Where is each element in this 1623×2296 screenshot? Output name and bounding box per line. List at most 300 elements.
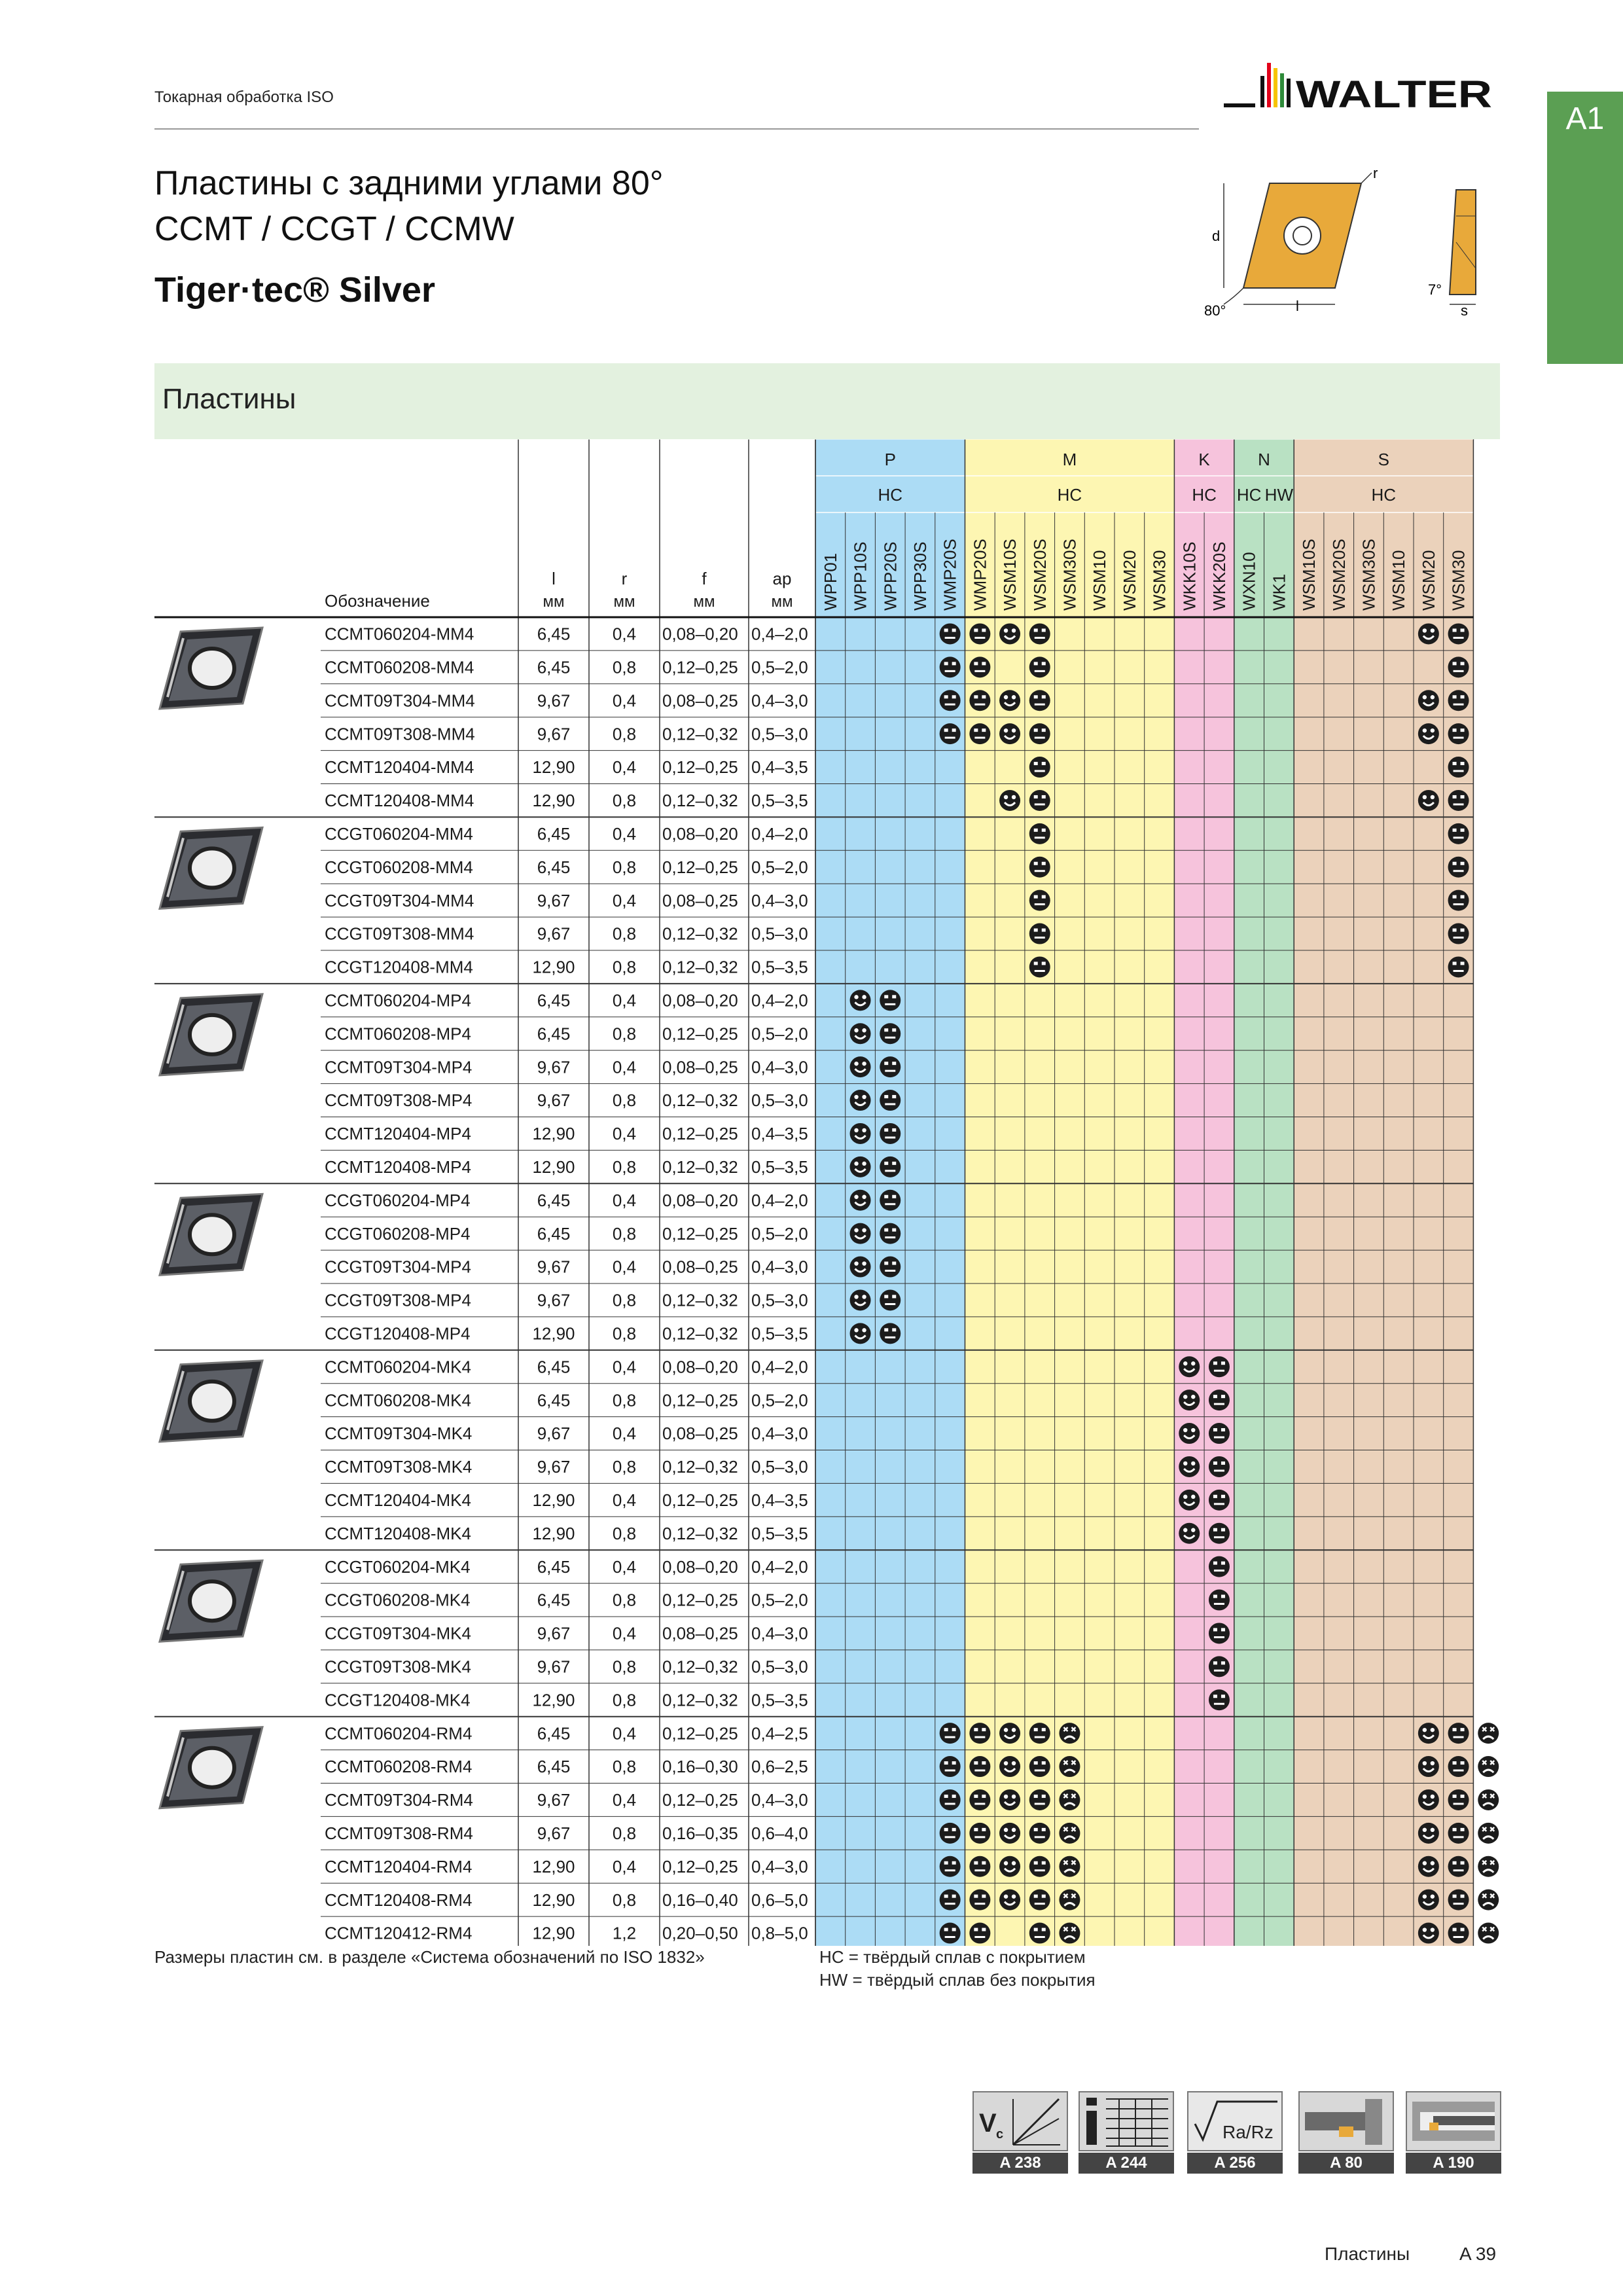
grade-label: WPP30S bbox=[910, 541, 930, 611]
coating-label: HC bbox=[1371, 485, 1397, 505]
dimension-cell: 0,8 bbox=[612, 1890, 637, 1910]
section-band-title: Пластины bbox=[162, 383, 296, 415]
depth-cell: 0,4–3,0 bbox=[751, 1057, 808, 1077]
neutral-face-symbol bbox=[969, 1789, 990, 1810]
material-group-label: P bbox=[884, 450, 896, 469]
eye bbox=[1221, 1361, 1225, 1365]
ref-label: A 256 bbox=[1187, 2153, 1283, 2174]
eye bbox=[1453, 829, 1457, 832]
neutral-face-symbol bbox=[1029, 1723, 1050, 1744]
depth-cell: 0,4–2,0 bbox=[751, 624, 808, 644]
happy-face-symbol bbox=[850, 1257, 871, 1278]
eye bbox=[1461, 862, 1465, 865]
ref-toolholder[interactable] bbox=[1298, 2091, 1394, 2174]
eye bbox=[1034, 1761, 1038, 1765]
dimension-unit: мм bbox=[543, 593, 565, 611]
neutral-face-symbol bbox=[1209, 1456, 1230, 1477]
feed-cell: 0,12–0,25 bbox=[662, 657, 738, 677]
depth-cell: 0,5–3,5 bbox=[751, 1523, 808, 1543]
legend-hc: HC = твёрдый сплав с покрытием bbox=[819, 1947, 1086, 1967]
eye bbox=[1453, 662, 1457, 665]
eye bbox=[1042, 662, 1046, 665]
eye bbox=[1221, 1495, 1225, 1498]
grade-label: WSM30 bbox=[1149, 550, 1169, 611]
eye bbox=[1042, 862, 1046, 865]
eye bbox=[982, 1895, 986, 1898]
eye bbox=[1034, 662, 1038, 665]
neutral-face-symbol bbox=[969, 656, 990, 677]
neutral-face-symbol bbox=[1448, 1856, 1469, 1877]
dimension-cell: 9,67 bbox=[537, 1457, 571, 1477]
eye bbox=[1461, 795, 1465, 798]
eye bbox=[1221, 1595, 1225, 1598]
designation-cell: CCGT09T308-MP4 bbox=[325, 1290, 471, 1310]
grade-label: WSM30S bbox=[1359, 539, 1379, 611]
ref-label: A 190 bbox=[1406, 2153, 1501, 2174]
eye bbox=[884, 1262, 888, 1265]
neutral-face-symbol bbox=[1448, 890, 1469, 911]
neutral-face-symbol bbox=[1029, 790, 1050, 811]
neutral-face-symbol bbox=[880, 1023, 901, 1044]
eye bbox=[862, 1261, 866, 1265]
neutral-face-symbol bbox=[1448, 1923, 1469, 1944]
depth-cell: 0,6–2,5 bbox=[751, 1757, 808, 1777]
eye bbox=[974, 1895, 978, 1898]
eye bbox=[952, 728, 956, 732]
feed-cell: 0,16–0,30 bbox=[662, 1757, 738, 1777]
feed-cell: 0,12–0,25 bbox=[662, 1856, 738, 1876]
happy-face-symbol bbox=[850, 1023, 871, 1044]
feed-cell: 0,08–0,25 bbox=[662, 1424, 738, 1444]
eye bbox=[1012, 628, 1016, 632]
dimension-label: f bbox=[702, 569, 707, 588]
eye bbox=[1461, 1761, 1465, 1765]
eye bbox=[892, 995, 896, 998]
designation-cell: CCMT060208-MM4 bbox=[325, 657, 474, 677]
eye bbox=[1221, 1428, 1225, 1431]
dimension-cell: 9,67 bbox=[537, 1424, 571, 1444]
eye bbox=[884, 1328, 888, 1331]
happy-face-symbol bbox=[1179, 1523, 1200, 1544]
eye bbox=[1004, 628, 1008, 632]
eye bbox=[1431, 1795, 1435, 1799]
eye bbox=[1221, 1562, 1225, 1565]
dimension-cell: 0,4 bbox=[612, 1790, 637, 1810]
dimension-cell: 0,4 bbox=[612, 1490, 637, 1511]
designation-cell: CCMT09T304-RM4 bbox=[325, 1790, 473, 1810]
feed-cell: 0,12–0,32 bbox=[662, 1290, 738, 1310]
eye bbox=[1034, 695, 1038, 698]
eye bbox=[1461, 895, 1465, 899]
neutral-face-symbol bbox=[1448, 857, 1469, 878]
feed-cell: 0,08–0,20 bbox=[662, 824, 738, 844]
eye bbox=[862, 1195, 866, 1199]
neutral-face-symbol bbox=[940, 690, 961, 711]
eye bbox=[1423, 1828, 1427, 1832]
neutral-face-symbol bbox=[1029, 690, 1050, 711]
designation-cell: CCGT060204-MK4 bbox=[325, 1556, 471, 1577]
eye bbox=[1183, 1462, 1187, 1465]
depth-cell: 0,4–3,5 bbox=[751, 757, 808, 778]
dimension-cell: 0,4 bbox=[612, 990, 637, 1011]
designation-cell: CCMT09T304-MM4 bbox=[325, 691, 475, 711]
neutral-face-symbol bbox=[940, 656, 961, 677]
eye bbox=[1042, 829, 1046, 832]
neutral-face-symbol bbox=[969, 1923, 990, 1944]
eye bbox=[1453, 728, 1457, 732]
designation-cell: CCGT09T304-MM4 bbox=[325, 890, 474, 910]
dimension-label: r bbox=[621, 569, 628, 588]
designation-cell: CCGT120408-MM4 bbox=[325, 957, 473, 977]
eye bbox=[862, 995, 866, 999]
eye bbox=[1213, 1661, 1217, 1664]
eye bbox=[854, 1095, 858, 1099]
designation-cell: CCGT060208-MM4 bbox=[325, 857, 473, 877]
eye bbox=[1034, 961, 1038, 965]
happy-face-symbol bbox=[999, 623, 1020, 644]
dimension-cell: 0,4 bbox=[612, 1424, 637, 1444]
eye bbox=[1461, 1728, 1465, 1731]
eye bbox=[1423, 695, 1427, 699]
eye bbox=[974, 1795, 978, 1798]
depth-cell: 0,5–2,0 bbox=[751, 657, 808, 677]
material-group-label: M bbox=[1062, 450, 1077, 469]
eye bbox=[1034, 929, 1038, 932]
product-line: Tiger·tec® Silver bbox=[154, 270, 435, 310]
eye bbox=[862, 1295, 866, 1299]
dimension-cell: 6,45 bbox=[537, 657, 571, 677]
feed-cell: 0,12–0,32 bbox=[662, 1323, 738, 1344]
grade-label: WMP20S bbox=[940, 539, 960, 611]
grade-label: WSM20S bbox=[1029, 539, 1050, 611]
designation-cell: CCMT060204-MK4 bbox=[325, 1357, 471, 1377]
dimension-cell: 0,4 bbox=[612, 1357, 637, 1377]
feed-cell: 0,12–0,32 bbox=[662, 1523, 738, 1543]
eye bbox=[1042, 1895, 1046, 1898]
eye bbox=[1431, 1894, 1435, 1898]
svg-text:c: c bbox=[996, 2127, 1004, 2142]
dimension-cell: 0,8 bbox=[612, 857, 637, 877]
eye bbox=[1034, 762, 1038, 765]
eye bbox=[1213, 1562, 1217, 1565]
dimension-cell: 0,8 bbox=[612, 1457, 637, 1477]
eye bbox=[1034, 795, 1038, 798]
eye bbox=[974, 1928, 978, 1931]
designation-cell: CCMT120412-RM4 bbox=[325, 1923, 473, 1943]
eye bbox=[1042, 1761, 1046, 1765]
header-divider bbox=[154, 128, 1199, 130]
dimension-cell: 12,90 bbox=[532, 1890, 575, 1910]
designation-cell: CCMT120404-MM4 bbox=[325, 757, 474, 778]
neutral-face-symbol bbox=[880, 1056, 901, 1077]
eye bbox=[1213, 1695, 1217, 1698]
dimension-cell: 9,67 bbox=[537, 1823, 571, 1844]
eye bbox=[854, 1028, 858, 1032]
surface-roughness-icon bbox=[1187, 2091, 1283, 2151]
dimension-cell: 0,8 bbox=[612, 724, 637, 744]
dimension-cell: 0,4 bbox=[612, 824, 637, 844]
neutral-face-symbol bbox=[1448, 823, 1469, 844]
eye bbox=[1461, 728, 1465, 732]
neutral-face-symbol bbox=[1448, 1890, 1469, 1910]
neutral-face-symbol bbox=[1448, 623, 1469, 644]
dimension-cell: 0,4 bbox=[612, 890, 637, 910]
eye bbox=[1453, 1828, 1457, 1831]
happy-face-symbol bbox=[850, 1157, 871, 1177]
happy-face-symbol bbox=[850, 1056, 871, 1077]
material-group-label: N bbox=[1258, 450, 1270, 469]
eye bbox=[1004, 1894, 1008, 1898]
dimension-cell: 0,4 bbox=[612, 624, 637, 644]
eye bbox=[854, 1062, 858, 1066]
neutral-face-symbol bbox=[940, 1723, 961, 1744]
grade-label: WSM10 bbox=[1090, 550, 1110, 611]
neutral-face-symbol bbox=[940, 623, 961, 644]
eye bbox=[1431, 628, 1435, 632]
ref-label: A 238 bbox=[972, 2153, 1068, 2174]
happy-face-symbol bbox=[999, 1856, 1020, 1877]
dimension-cell: 6,45 bbox=[537, 857, 571, 877]
happy-face-symbol bbox=[1418, 1756, 1439, 1777]
eye bbox=[862, 1328, 866, 1332]
neutral-face-symbol bbox=[940, 1789, 961, 1810]
eye bbox=[1453, 762, 1457, 765]
coating-label: HC bbox=[878, 485, 903, 505]
depth-cell: 0,4–2,0 bbox=[751, 824, 808, 844]
neutral-face-symbol bbox=[1029, 924, 1050, 944]
happy-face-symbol bbox=[850, 1190, 871, 1211]
coating-label: HC bbox=[1192, 485, 1217, 505]
designation-cell: CCMT120408-MK4 bbox=[325, 1523, 471, 1543]
eye bbox=[1004, 1795, 1008, 1799]
feed-cell: 0,12–0,25 bbox=[662, 1790, 738, 1810]
eye bbox=[1221, 1695, 1225, 1698]
eye bbox=[1012, 1828, 1016, 1832]
eye bbox=[944, 1928, 948, 1931]
happy-face-symbol bbox=[1418, 1789, 1439, 1810]
neutral-face-symbol bbox=[1448, 690, 1469, 711]
feed-cell: 0,12–0,25 bbox=[662, 1223, 738, 1244]
happy-face-symbol bbox=[850, 1223, 871, 1244]
eye bbox=[982, 1761, 986, 1765]
dimension-cell: 9,67 bbox=[537, 1257, 571, 1277]
happy-face-symbol bbox=[1418, 1856, 1439, 1877]
eye bbox=[952, 1928, 956, 1931]
eye bbox=[1431, 1761, 1435, 1765]
eye bbox=[944, 628, 948, 632]
dimension-cell: 0,8 bbox=[612, 1290, 637, 1310]
insert-drawing bbox=[1198, 164, 1512, 327]
ref-boring-bar[interactable] bbox=[1406, 2091, 1501, 2174]
eye bbox=[1042, 1795, 1046, 1798]
dimension-cell: 0,8 bbox=[612, 1157, 637, 1177]
neutral-face-symbol bbox=[1209, 1390, 1230, 1410]
dimension-cell: 0,8 bbox=[612, 657, 637, 677]
footnote-sizes: Размеры пластин см. в разделе «Система обозначений по ISO 1832» bbox=[154, 1947, 705, 1967]
eye bbox=[952, 662, 956, 665]
eye bbox=[1042, 895, 1046, 899]
happy-face-symbol bbox=[1179, 1423, 1200, 1444]
eye bbox=[974, 728, 978, 732]
eye bbox=[982, 1861, 986, 1865]
cross-face-symbol bbox=[1059, 1923, 1080, 1944]
neutral-face-symbol bbox=[1209, 1623, 1230, 1643]
ref-cutting-data[interactable] bbox=[972, 2091, 1068, 2174]
eye bbox=[1213, 1361, 1217, 1365]
designation-cell: CCMT09T304-MP4 bbox=[325, 1057, 473, 1077]
feed-cell: 0,16–0,40 bbox=[662, 1890, 738, 1910]
dimension-cell: 6,45 bbox=[537, 1390, 571, 1410]
depth-cell: 0,8–5,0 bbox=[751, 1923, 808, 1943]
eye bbox=[1034, 728, 1038, 732]
designation-cell: CCMT09T308-MM4 bbox=[325, 724, 475, 744]
feed-cell: 0,12–0,32 bbox=[662, 1690, 738, 1710]
ref-info-table[interactable] bbox=[1079, 2091, 1174, 2174]
ref-surface-roughness[interactable] bbox=[1187, 2091, 1283, 2174]
depth-cell: 0,4–3,0 bbox=[751, 1623, 808, 1643]
eye bbox=[1042, 1728, 1046, 1731]
eye bbox=[974, 1728, 978, 1731]
designation-cell: CCMT060208-RM4 bbox=[325, 1757, 473, 1777]
dimension-cell: 0,8 bbox=[612, 1757, 637, 1777]
eye bbox=[1191, 1361, 1195, 1365]
coating-label: HC bbox=[1057, 485, 1082, 505]
eye bbox=[982, 628, 986, 632]
dimension-cell: 0,8 bbox=[612, 1590, 637, 1610]
eye bbox=[1453, 1795, 1457, 1798]
neutral-face-symbol bbox=[1209, 1556, 1230, 1577]
cross-face-symbol bbox=[1059, 1789, 1080, 1810]
dimension-cell: 9,67 bbox=[537, 1090, 571, 1111]
dimension-cell: 12,90 bbox=[532, 1856, 575, 1876]
depth-cell: 0,5–3,0 bbox=[751, 1290, 808, 1310]
dimension-cell: 9,67 bbox=[537, 1057, 571, 1077]
dimension-cell: 12,90 bbox=[532, 1523, 575, 1543]
neutral-face-symbol bbox=[880, 1123, 901, 1144]
feed-cell: 0,08–0,25 bbox=[662, 1623, 738, 1643]
ref-label: A 244 bbox=[1079, 2153, 1174, 2174]
eye bbox=[862, 1228, 866, 1232]
depth-cell: 0,4–3,0 bbox=[751, 1257, 808, 1277]
eye bbox=[1004, 795, 1008, 799]
material-group-label: S bbox=[1378, 450, 1389, 469]
eye bbox=[1453, 795, 1457, 798]
dimension-cell: 6,45 bbox=[537, 1190, 571, 1210]
neutral-face-symbol bbox=[969, 1856, 990, 1877]
neutral-face-symbol bbox=[1029, 956, 1050, 977]
depth-cell: 0,5–3,5 bbox=[751, 791, 808, 811]
eye bbox=[1453, 628, 1457, 632]
feed-cell: 0,20–0,50 bbox=[662, 1923, 738, 1943]
eye bbox=[1221, 1528, 1225, 1532]
dimension-cell: 12,90 bbox=[532, 1490, 575, 1511]
happy-face-symbol bbox=[999, 1723, 1020, 1744]
eye bbox=[1461, 762, 1465, 765]
eye bbox=[884, 1229, 888, 1232]
eye bbox=[952, 695, 956, 698]
happy-face-symbol bbox=[1179, 1490, 1200, 1511]
dimension-cell: 6,45 bbox=[537, 1556, 571, 1577]
neutral-face-symbol bbox=[969, 1890, 990, 1910]
eye bbox=[1453, 961, 1457, 965]
feed-cell: 0,08–0,20 bbox=[662, 624, 738, 644]
eye bbox=[892, 1028, 896, 1031]
toolholder-icon bbox=[1298, 2091, 1394, 2151]
section-label: Токарная обработка ISO bbox=[154, 88, 334, 106]
neutral-face-symbol bbox=[969, 1756, 990, 1777]
dimension-cell: 0,8 bbox=[612, 924, 637, 944]
coating-label: HC bbox=[1236, 485, 1262, 505]
dimension-label: l bbox=[552, 569, 556, 588]
depth-cell: 0,5–3,0 bbox=[751, 724, 808, 744]
eye bbox=[1042, 762, 1046, 765]
eye bbox=[1012, 728, 1016, 732]
eye bbox=[1461, 929, 1465, 932]
neutral-face-symbol bbox=[1209, 1656, 1230, 1677]
neutral-face-symbol bbox=[880, 990, 901, 1011]
neutral-face-symbol bbox=[969, 723, 990, 744]
designation-cell: CCGT060204-MM4 bbox=[325, 824, 473, 844]
designation-cell: CCGT09T308-MK4 bbox=[325, 1657, 471, 1677]
eye bbox=[1004, 1861, 1008, 1865]
eye bbox=[1012, 1861, 1016, 1865]
depth-cell: 0,5–2,0 bbox=[751, 1390, 808, 1410]
happy-face-symbol bbox=[850, 1090, 871, 1111]
neutral-face-symbol bbox=[1448, 1823, 1469, 1844]
eye bbox=[952, 1761, 956, 1765]
feed-cell: 0,12–0,32 bbox=[662, 791, 738, 811]
dimension-cell: 0,4 bbox=[612, 1057, 637, 1077]
neutral-face-symbol bbox=[1448, 1789, 1469, 1810]
eye bbox=[1453, 1728, 1457, 1731]
neutral-face-symbol bbox=[1029, 623, 1050, 644]
feed-cell: 0,08–0,20 bbox=[662, 1357, 738, 1377]
dimension-unit: мм bbox=[613, 593, 635, 611]
feed-cell: 0,12–0,32 bbox=[662, 724, 738, 744]
neutral-face-symbol bbox=[1029, 890, 1050, 911]
dimension-cell: 9,67 bbox=[537, 1623, 571, 1643]
eye bbox=[974, 1828, 978, 1831]
section-band bbox=[154, 363, 1500, 439]
neutral-face-symbol bbox=[880, 1190, 901, 1211]
designation-cell: CCGT09T308-MM4 bbox=[325, 924, 474, 944]
grade-label: WKK10S bbox=[1179, 541, 1200, 611]
material-group-column bbox=[965, 439, 1175, 1946]
designation-header: Обозначение bbox=[325, 591, 430, 611]
dimension-cell: 0,8 bbox=[612, 1390, 637, 1410]
eye bbox=[1431, 1728, 1435, 1732]
happy-face-symbol bbox=[999, 790, 1020, 811]
eye bbox=[862, 1095, 866, 1099]
feed-cell: 0,08–0,25 bbox=[662, 691, 738, 711]
depth-cell: 0,5–2,0 bbox=[751, 857, 808, 877]
coating-label: HW bbox=[1264, 485, 1294, 505]
chapter-tab[interactable] bbox=[1547, 92, 1623, 364]
eye bbox=[982, 1928, 986, 1931]
designation-cell: CCMT120408-MM4 bbox=[325, 791, 474, 811]
eye bbox=[884, 1195, 888, 1198]
eye bbox=[892, 1095, 896, 1098]
neutral-face-symbol bbox=[1029, 1823, 1050, 1844]
eye bbox=[854, 995, 858, 999]
eye bbox=[952, 1728, 956, 1731]
neutral-face-symbol bbox=[1029, 723, 1050, 744]
svg-text:80°: 80° bbox=[1204, 302, 1226, 319]
eye bbox=[1042, 795, 1046, 798]
eye bbox=[1461, 1795, 1465, 1798]
eye bbox=[1042, 1861, 1046, 1865]
eye bbox=[1012, 1894, 1016, 1898]
